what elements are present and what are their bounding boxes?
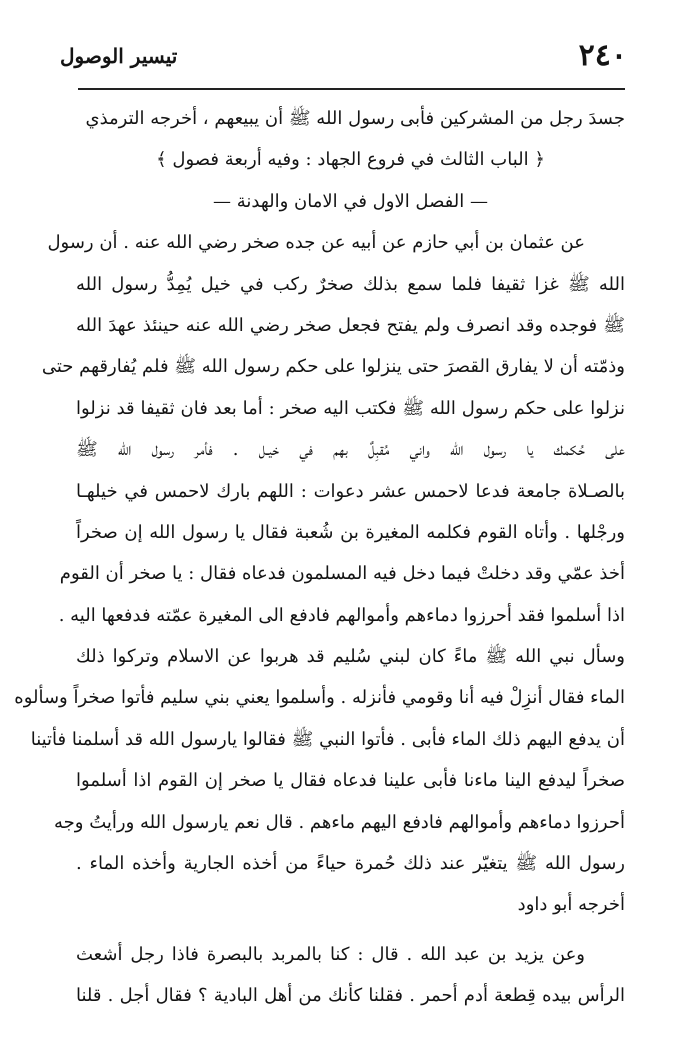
text-line: ورجْلها . وأتاه القوم فكلمه المغيرة بن شُعبة فقال يا رسول الله إن صخراً [76, 521, 625, 543]
text-line: أخذ عمّي وقد دخلتْ فيما دخل فيه المسلمون فدعاه فقال : يا صخر أن القوم [59, 563, 625, 585]
text-line: وسأل نبي الله ﷺ ماءً كان لبني سُليم قد هربوا عن الاسلام وتركوا ذلك [76, 646, 625, 668]
text-line: جسدَ رجل من المشركين فأبى رسول الله ﷺ أن يبيعهم ، أخرجه الترمذي [85, 108, 625, 129]
text-line: الماء فقال أنزِلْ فيه أنا وقومي فأنزله . وأسلموا يعني بني سليم فأتوا صخراً وسألوه [14, 687, 625, 709]
text-line: ﷺ فوجده وقد انصرف ولم يفتح فجعل صخر رضي الله عنه حينئذ عهدَ الله [76, 314, 625, 336]
text-line: رسول الله ﷺ يتغيّر عند ذلك حُمرة حياءً من أخذه الجارية وأخذه الماء . [76, 853, 625, 875]
page-body [14, 98, 625, 1017]
text-line: أن يدفع اليهم ذلك الماء فأبى . فأتوا النبي ﷺ فقالوا يارسول الله قد أسلمنا فأتينا [30, 728, 625, 750]
text-line: عن عثمان بن أبي حازم عن أبيه عن جده صخر رضي الله عنه . أن رسول [47, 232, 585, 254]
section-heading: — الفصل الاول في الامان والهدنة — [212, 190, 488, 212]
paragraph-yazid-hadith [76, 934, 625, 1017]
text-line: بالصـلاة جامعة فدعا لاحمس عشر دعوات : اللهم بارك لاحمس في خيلهـا [76, 480, 625, 502]
text-line: اذا أسلموا فقد أحرزوا دماءهم وأموالهم فادفع الى المغيرة عمّته فدفعها اليه . [58, 604, 625, 626]
text-line: وعن يزيد بن عبد الله . قال : كنا بالمربد بالبصرة فاذا رجل أشعث [76, 943, 585, 965]
text-line: صخراً ليدفع الينا ماءنا فأبى علينا فدعاه فقال يا صخر إن القوم اذا أسلموا [76, 770, 625, 792]
running-title: تيسير الوصول [60, 44, 178, 68]
paragraph-uthman-hadith [14, 222, 625, 926]
page-header [60, 36, 627, 76]
text-line: الله ﷺ غزا ثقيفا فلما سمع بذلك صخرٌ ركب في خيل يُمِدُّ رسول الله [76, 273, 625, 295]
page-number: ٢٤٠ [578, 38, 627, 73]
text-line: أحرزوا دماءهم وأموالهم فادفع اليهم ماءهم . قال نعم يارسول الله ورأيتُ وجه [54, 811, 625, 833]
chapter-heading: ﴿ الباب الثالث في فروع الجهاد : وفيه أربعة فصول ﴾ [156, 149, 545, 171]
text-line: على حُكمك يا رسول الله واني مُقبِلٌ بهم في خيـل . فأمر رسول الله ﷺ [76, 439, 625, 461]
text-line: وذمّته أن لا يفارق القصرَ حتى ينزلوا على حكم رسول الله ﷺ فلم يُفارقهم حتى [41, 356, 625, 378]
source-attribution: أخرجه أبو داود [517, 894, 625, 916]
header-divider [78, 88, 625, 90]
text-line: نزلوا على حكم رسول الله ﷺ فكتب اليه صخر : أما بعد فان ثقيفا قد نزلوا [76, 397, 625, 419]
text-line: الرأس بيده قِطعة أدم أحمر . فقلنا كأنك من أهل البادية ؟ فقال أجل . قلنا [76, 985, 625, 1007]
